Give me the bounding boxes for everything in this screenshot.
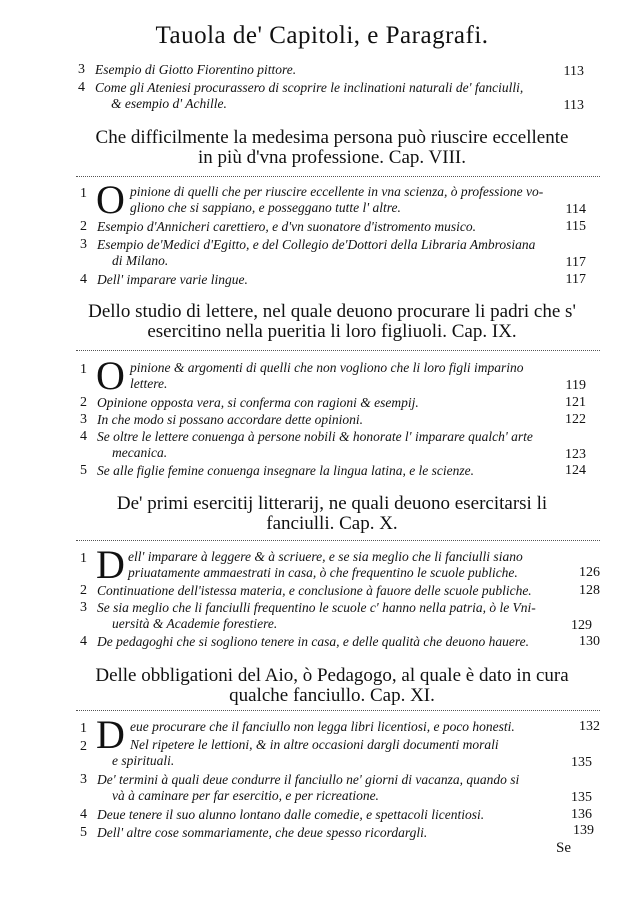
divider: [76, 540, 600, 541]
entry-number: 3: [80, 412, 87, 427]
entry-text: pinione & argomenti di quelli che non vogliono che li loro figli imparino: [130, 360, 524, 375]
entry-number: 3: [80, 600, 87, 615]
chapter-title-line: fanciulli. Cap. X.: [266, 513, 398, 534]
entry-text: mecanica.: [112, 445, 168, 460]
entry-text: gliono che si sappiano, e posseggano tutte l' altre.: [130, 200, 401, 215]
chapter-title-line: Dello studio di lettere, nel quale deuono procurare li padri che s': [88, 301, 576, 322]
entry-number: 1: [80, 551, 87, 566]
entry-text: Esempio de'Medici d'Egitto, e del Collegio de'Dottori della Libraria Ambrosiana: [97, 237, 536, 252]
entry-text: Nel ripetere le lettioni, & in altre occasioni dargli documenti morali: [130, 737, 499, 752]
entry-number: 1: [80, 362, 87, 377]
entry-text: Se sia meglio che li fanciulli frequentino le scuole c' hanno nella patria, ò le Vni-: [97, 600, 536, 615]
entry-text: di Milano.: [112, 253, 169, 268]
entry-page: 117: [565, 272, 586, 287]
entry-text: & esempio d' Achille.: [111, 96, 227, 111]
entry-page: 117: [565, 255, 586, 270]
entry-page: 114: [565, 202, 586, 217]
running-title: Tauola de' Capitoli, e Paragrafi.: [155, 22, 489, 49]
catchword: Se: [556, 840, 571, 856]
entry-page: 115: [565, 219, 586, 234]
entry-page: 129: [571, 618, 592, 633]
entry-text: Dell' altre cose sommariamente, che deue spesso ricordargli.: [97, 825, 428, 840]
drop-initial: O: [96, 353, 125, 398]
entry-page: 113: [563, 64, 584, 79]
entry-number: 4: [78, 80, 85, 95]
entry-page: 119: [565, 378, 586, 393]
entry-text: Esempio d'Annicheri carettiero, e d'vn suonatore d'istromento musico.: [97, 219, 476, 234]
entry-page: 139: [573, 823, 594, 838]
drop-initial: D: [96, 712, 125, 757]
chapter-title-line: in più d'vna professione. Cap. VIII.: [198, 147, 466, 168]
chapter-title: [70, 302, 594, 342]
entry-text: eue procurare che il fanciullo non legga libri licentiosi, e poco honesti.: [130, 719, 515, 734]
entry-number: 2: [80, 219, 87, 234]
entry-number: 3: [78, 62, 85, 77]
entry-number: 3: [80, 772, 87, 787]
entry-text: Deue tenere il suo alunno lontano dalle comedie, e spettacoli licentiosi.: [97, 807, 485, 822]
entry-page: 128: [579, 583, 600, 598]
entry-text: ell' imparare à leggere & à scriuere, e se sia meglio che li fanciulli siano: [128, 549, 523, 564]
divider: [76, 710, 600, 711]
entry-number: 1: [80, 721, 87, 736]
entry-number: 5: [80, 825, 87, 840]
divider: [76, 350, 600, 351]
chapter-title-line: De' primi esercitij litterarij, ne quali deuono esercitarsi li: [116, 493, 548, 514]
entry-number: 3: [80, 237, 87, 252]
entry-page: 136: [571, 807, 592, 822]
drop-initial: D: [96, 542, 125, 587]
entry-page: 126: [579, 565, 600, 580]
chapter-title: [70, 666, 594, 706]
entry-page: 135: [571, 755, 592, 770]
chapter-title: [70, 128, 594, 168]
entry-text: Continuatione dell'istessa materia, e conclusione à fauore delle scuole publiche.: [97, 583, 532, 598]
entry-text: e spirituali.: [112, 753, 175, 768]
entry-text: Dell' imparare varie lingue.: [97, 272, 248, 287]
entry-text: De pedagoghi che si sogliono tenere in casa, e delle qualità che deuono hauere.: [97, 634, 530, 649]
entry-page: 121: [565, 395, 586, 410]
chapter-title: [70, 494, 594, 534]
entry-page: 130: [579, 634, 600, 649]
entry-text: De' termini à quali deue condurre il fanciullo ne' giorni di vacanza, quando si: [97, 772, 520, 787]
entry-text: Opinione opposta vera, si conferma con ragioni & esempij.: [97, 395, 419, 410]
chapter-title-line: Che difficilmente la medesima persona può riuscire eccellente: [95, 127, 569, 148]
entry-text: lettere.: [130, 376, 168, 391]
entry-text: và à caminare per far esercitio, e per ricreatione.: [112, 788, 379, 803]
chapter-title-line: qualche fanciullo. Cap. XI.: [229, 685, 435, 706]
entry-text: uersità & Academie forestiere.: [112, 616, 278, 631]
entry-number: 2: [80, 395, 87, 410]
entry-page: 122: [565, 412, 586, 427]
entry-text: Se oltre le lettere conuenga à persone nobili & honorate l' imparare qualch' arte: [97, 429, 533, 444]
entry-text: In che modo si possano accordare dette opinioni.: [97, 412, 363, 427]
entry-text: Esempio di Giotto Fiorentino pittore.: [95, 62, 297, 77]
entry-text: pinione di quelli che per riuscire eccellente in vna scienza, ò professione vo-: [130, 184, 544, 199]
entry-page: 132: [579, 719, 600, 734]
chapter-title-line: esercitino nella pueritia li loro figliuoli. Cap. IX.: [147, 321, 517, 342]
drop-initial: O: [96, 177, 125, 222]
entry-page: 135: [571, 790, 592, 805]
entry-page: 124: [565, 463, 586, 478]
entry-text: Se alle figlie femine conuenga insegnare la lingua latina, e le scienze.: [97, 463, 475, 478]
entry-number: 4: [80, 634, 87, 649]
divider: [76, 176, 600, 177]
entry-number: 1: [80, 186, 87, 201]
entry-number: 4: [80, 272, 87, 287]
entry-text: Come gli Ateniesi procurassero di scoprire le inclinationi naturali de' fanciulli,: [95, 80, 524, 95]
entry-number: 5: [80, 463, 87, 478]
entry-number: 4: [80, 807, 87, 822]
entry-page: 113: [563, 98, 584, 113]
entry-number: 2: [80, 583, 87, 598]
entry-number: 2: [80, 739, 87, 754]
chapter-title-line: Delle obbligationi del Aio, ò Pedagogo, al quale è dato in cura: [95, 665, 569, 686]
entry-text: priuatamente ammaestrati in casa, ò che frequentino le scuole publiche.: [128, 565, 518, 580]
entry-page: 123: [565, 447, 586, 462]
entry-number: 4: [80, 429, 87, 444]
